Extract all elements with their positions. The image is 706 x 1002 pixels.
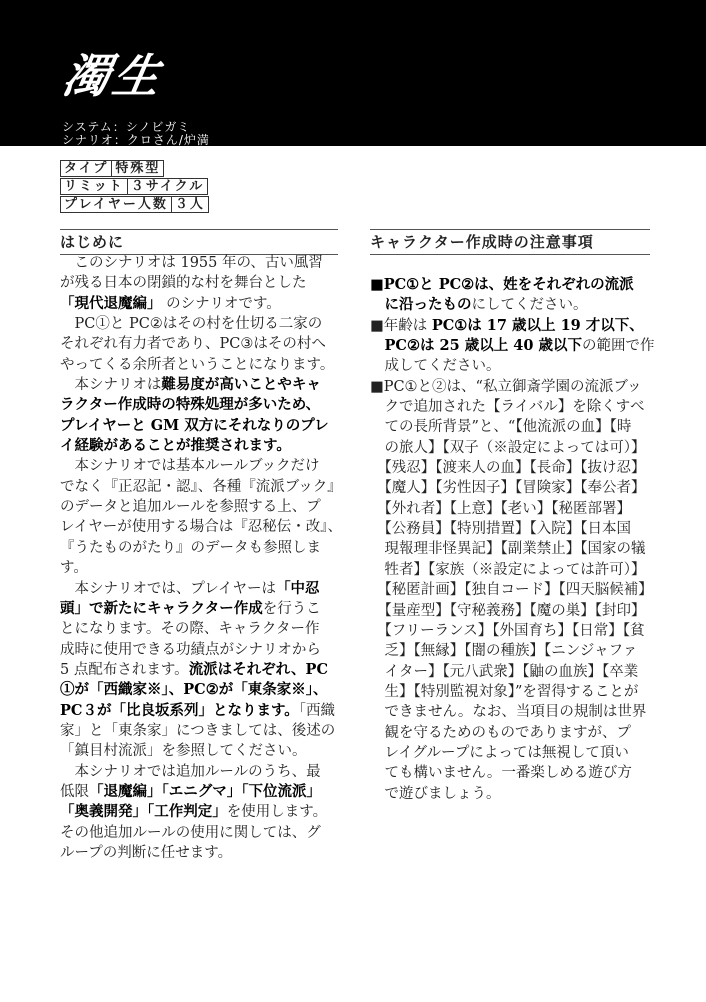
text-segment: ループの判断に任せます。: [60, 844, 233, 861]
text-line: [370, 601, 650, 621]
text-line: [60, 660, 340, 680]
text-segment: す。: [60, 560, 88, 577]
text-segment: レイグループによっては無視して頂い: [370, 744, 629, 761]
text-segment: 「西織: [298, 702, 336, 719]
text-line: [370, 702, 650, 722]
text-line: [370, 784, 650, 804]
text-line: [60, 558, 340, 578]
spec-value: ３人: [171, 197, 208, 212]
text-segment: 【魔人】【劣性因子】【冒険家】【奉公者】: [370, 480, 646, 497]
text-line: [60, 599, 340, 619]
text-line: [370, 539, 650, 559]
text-line: [60, 762, 340, 782]
spec-table: [60, 160, 209, 214]
text-segment: 低限: [60, 783, 89, 800]
notes-body: [370, 275, 655, 804]
text-segment: 【秘匿計画】【独自コード】【四天脳候補】: [370, 582, 653, 599]
text-line: [370, 295, 650, 315]
text-segment: 【量産型】【守秘義務】【魔の巣】【封印】: [370, 602, 646, 619]
text-segment: の範囲で作: [582, 338, 655, 355]
text-segment: のデータと追加ルールを参照する上、プ: [60, 499, 321, 516]
text-segment: クで追加された【ライバル】を除くすべ: [370, 399, 645, 416]
text-line: [60, 538, 340, 558]
text-segment: にしてください。: [471, 297, 588, 314]
bold-text: ラクター作成時の特殊処理が多いため、: [60, 396, 321, 414]
text-line: [370, 336, 655, 356]
text-segment: 成時に使用できる功績点がシナリオから: [60, 641, 321, 658]
bold-text: ■PC①と PC②は、姓をそれぞれの流派: [370, 276, 634, 293]
spec-row-players: [60, 196, 209, 213]
text-line: [60, 273, 340, 293]
text-segment: の旅人】【双子（※設定によっては可）】: [370, 439, 646, 456]
text-segment: レイヤーが使用する場合は『忍秘伝・改』、: [60, 519, 343, 536]
text-line: [60, 579, 340, 599]
text-line: [60, 314, 340, 334]
text-segment: [370, 297, 385, 313]
text-line: [60, 497, 340, 517]
text-segment: 【残忍】【渡来人の血】【長命】【抜け忍】: [370, 460, 646, 477]
text-line: [370, 438, 650, 458]
bold-text: PC②は 25 歳以上 40 歳以下: [384, 337, 582, 355]
text-segment: 成してください。: [370, 358, 501, 375]
text-line: [370, 682, 650, 702]
text-segment: 本シナリオは: [60, 377, 162, 394]
text-segment: やってくる余所者ということになります。: [60, 356, 335, 373]
text-segment: 5 点配布されます。: [60, 661, 189, 678]
text-line: [370, 417, 650, 437]
text-line: [60, 375, 340, 395]
text-segment: 本シナリオでは基本ルールブックだけ: [60, 458, 320, 475]
text-segment: このシナリオは 1955 年の、古い風習: [60, 255, 323, 271]
bold-text: 「退魔編」「エニグマ」「下位流派」: [89, 782, 321, 800]
text-line: [60, 680, 340, 700]
text-segment: ■年齢は: [370, 317, 432, 334]
text-line: [370, 519, 650, 539]
text-segment: ても構いません。一番楽しめる遊び方: [370, 765, 632, 782]
text-line: [60, 741, 340, 761]
text-segment: 家」と「東条家」につきましては、後述の: [60, 722, 336, 739]
text-line: [370, 743, 650, 763]
text-line: [60, 517, 343, 537]
text-segment: それぞれ有力者であり、PC③はその村へ: [60, 336, 326, 353]
text-segment: 現報理非怪異記】【副業禁止】【国家の犠: [370, 541, 646, 558]
text-line: [60, 253, 340, 273]
bold-text: 「中忍: [276, 579, 320, 597]
text-line: [60, 436, 340, 456]
text-segment: を使用します。: [226, 804, 328, 821]
text-line: [60, 802, 340, 822]
text-line: [370, 560, 650, 580]
text-segment: 生】【特別監視対象】”を習得することが: [370, 683, 639, 700]
text-segment: で遊びましょう。: [370, 785, 501, 802]
text-segment: PC①と PC②はその村を仕切る二家の: [60, 316, 323, 333]
text-segment: 乏】【無縁】【闇の種族】【ニンジャファ: [370, 643, 638, 660]
bold-text: PC３が「比良坂系列」となります。: [60, 701, 299, 719]
text-segment: 本シナリオでは追加ルールのうち、最: [60, 763, 321, 780]
bold-text: に沿ったもの: [384, 296, 472, 314]
text-segment: のシナリオです。: [161, 295, 281, 312]
bold-text: イ経験があることが推奨されます。: [60, 437, 291, 455]
text-segment: 観を守るためのものでありますが、プ: [370, 724, 631, 741]
text-segment: 「鎮目村流派」を参照してください。: [60, 743, 307, 760]
text-line: [60, 395, 340, 415]
text-line: [370, 662, 650, 682]
text-segment: とになります。その際、キャラクター作: [60, 621, 320, 638]
text-line: [370, 763, 650, 783]
text-segment: ての長所背景”と、“【他流派の血】【時: [370, 419, 632, 436]
text-line: [370, 275, 650, 295]
header-band: [0, 0, 706, 146]
text-line: [370, 377, 650, 397]
bold-text: 流派はそれぞれ、PC: [188, 660, 329, 678]
text-segment: 『うたものがたり』のデータも参照しま: [60, 539, 321, 556]
text-line: [370, 458, 650, 478]
text-line: [370, 478, 650, 498]
text-line: [60, 477, 340, 497]
system-label: システム：シノビガミ: [62, 120, 191, 134]
text-segment: その他追加ルールの使用に関しては、グ: [60, 824, 321, 841]
text-segment: できません。なお、当項目の規制は世界: [370, 704, 647, 721]
text-segment: 【公務員】【特別措置】【入院】【日本国: [370, 521, 631, 538]
spec-label: リミット: [64, 179, 124, 194]
bold-text: ①が「西織家※」、PC②が「東条家※」、: [60, 681, 328, 699]
text-line: [60, 456, 340, 476]
text-segment: 【フリーランス】【外国育ち】【日常】【貧: [370, 622, 645, 639]
text-segment: を行うこ: [262, 600, 321, 617]
bold-text: 「奥義開発」「工作判定」: [60, 803, 227, 821]
text-line: [370, 723, 650, 743]
spec-row-type: [60, 160, 164, 177]
bold-text: PC①は 17 歳以上 19 才以下、: [431, 316, 644, 334]
text-segment: 【外れ者】【上意】【老い】【秘匿部署】: [370, 500, 631, 517]
text-line: [60, 782, 340, 802]
bold-text: プレイヤーと GM 双方にそれなりのプレ: [60, 416, 329, 434]
intro-body: [60, 253, 343, 863]
text-line: [370, 316, 650, 336]
text-segment: ■PC①と②は、“私立御斎学園の流派ブッ: [370, 378, 642, 395]
text-line: [60, 619, 340, 639]
section-heading-intro: はじめに: [60, 229, 338, 255]
text-line: [60, 640, 340, 660]
text-line: [60, 294, 340, 314]
bold-text: 難易度が高いことやキャ: [161, 376, 321, 394]
text-line: [60, 843, 340, 863]
text-line: [60, 416, 340, 436]
text-segment: が残る日本の閉鎖的な村を舞台とした: [60, 275, 307, 292]
page-title: 濁生: [58, 49, 169, 103]
spec-label: タイプ: [64, 161, 109, 176]
spec-label: プレイヤー人数: [64, 197, 168, 212]
spec-value: 特殊型: [111, 161, 163, 176]
text-line: [370, 397, 650, 417]
text-line: [60, 823, 340, 843]
bold-text: 「現代退魔編」: [60, 294, 162, 312]
spec-row-limit: [60, 178, 208, 195]
text-segment: 本シナリオでは、プレイヤーは: [60, 580, 277, 597]
section-heading-notes: キャラクター作成時の注意事項: [370, 229, 650, 255]
bold-text: 頭」で新たにキャラクター作成: [60, 599, 263, 617]
text-line: [370, 499, 650, 519]
text-segment: でなく『正忍記・認』、各種『流派ブック』: [60, 478, 342, 495]
text-line: [60, 721, 340, 741]
spec-value: ３サイクル: [127, 179, 207, 194]
text-line: [60, 334, 340, 354]
text-line: [370, 621, 650, 641]
text-line: [370, 580, 653, 600]
text-segment: [370, 338, 385, 354]
text-line: [60, 701, 340, 721]
text-segment: イター】【元八武衆】【鼬の血族】【卒業: [370, 663, 639, 680]
text-line: [60, 355, 340, 375]
scenario-author: シナリオ：クロさん/炉満: [62, 133, 210, 147]
text-line: [370, 356, 650, 376]
text-segment: 牲者】【家族（※設定によっては許可）】: [370, 561, 646, 578]
text-line: [370, 641, 650, 661]
